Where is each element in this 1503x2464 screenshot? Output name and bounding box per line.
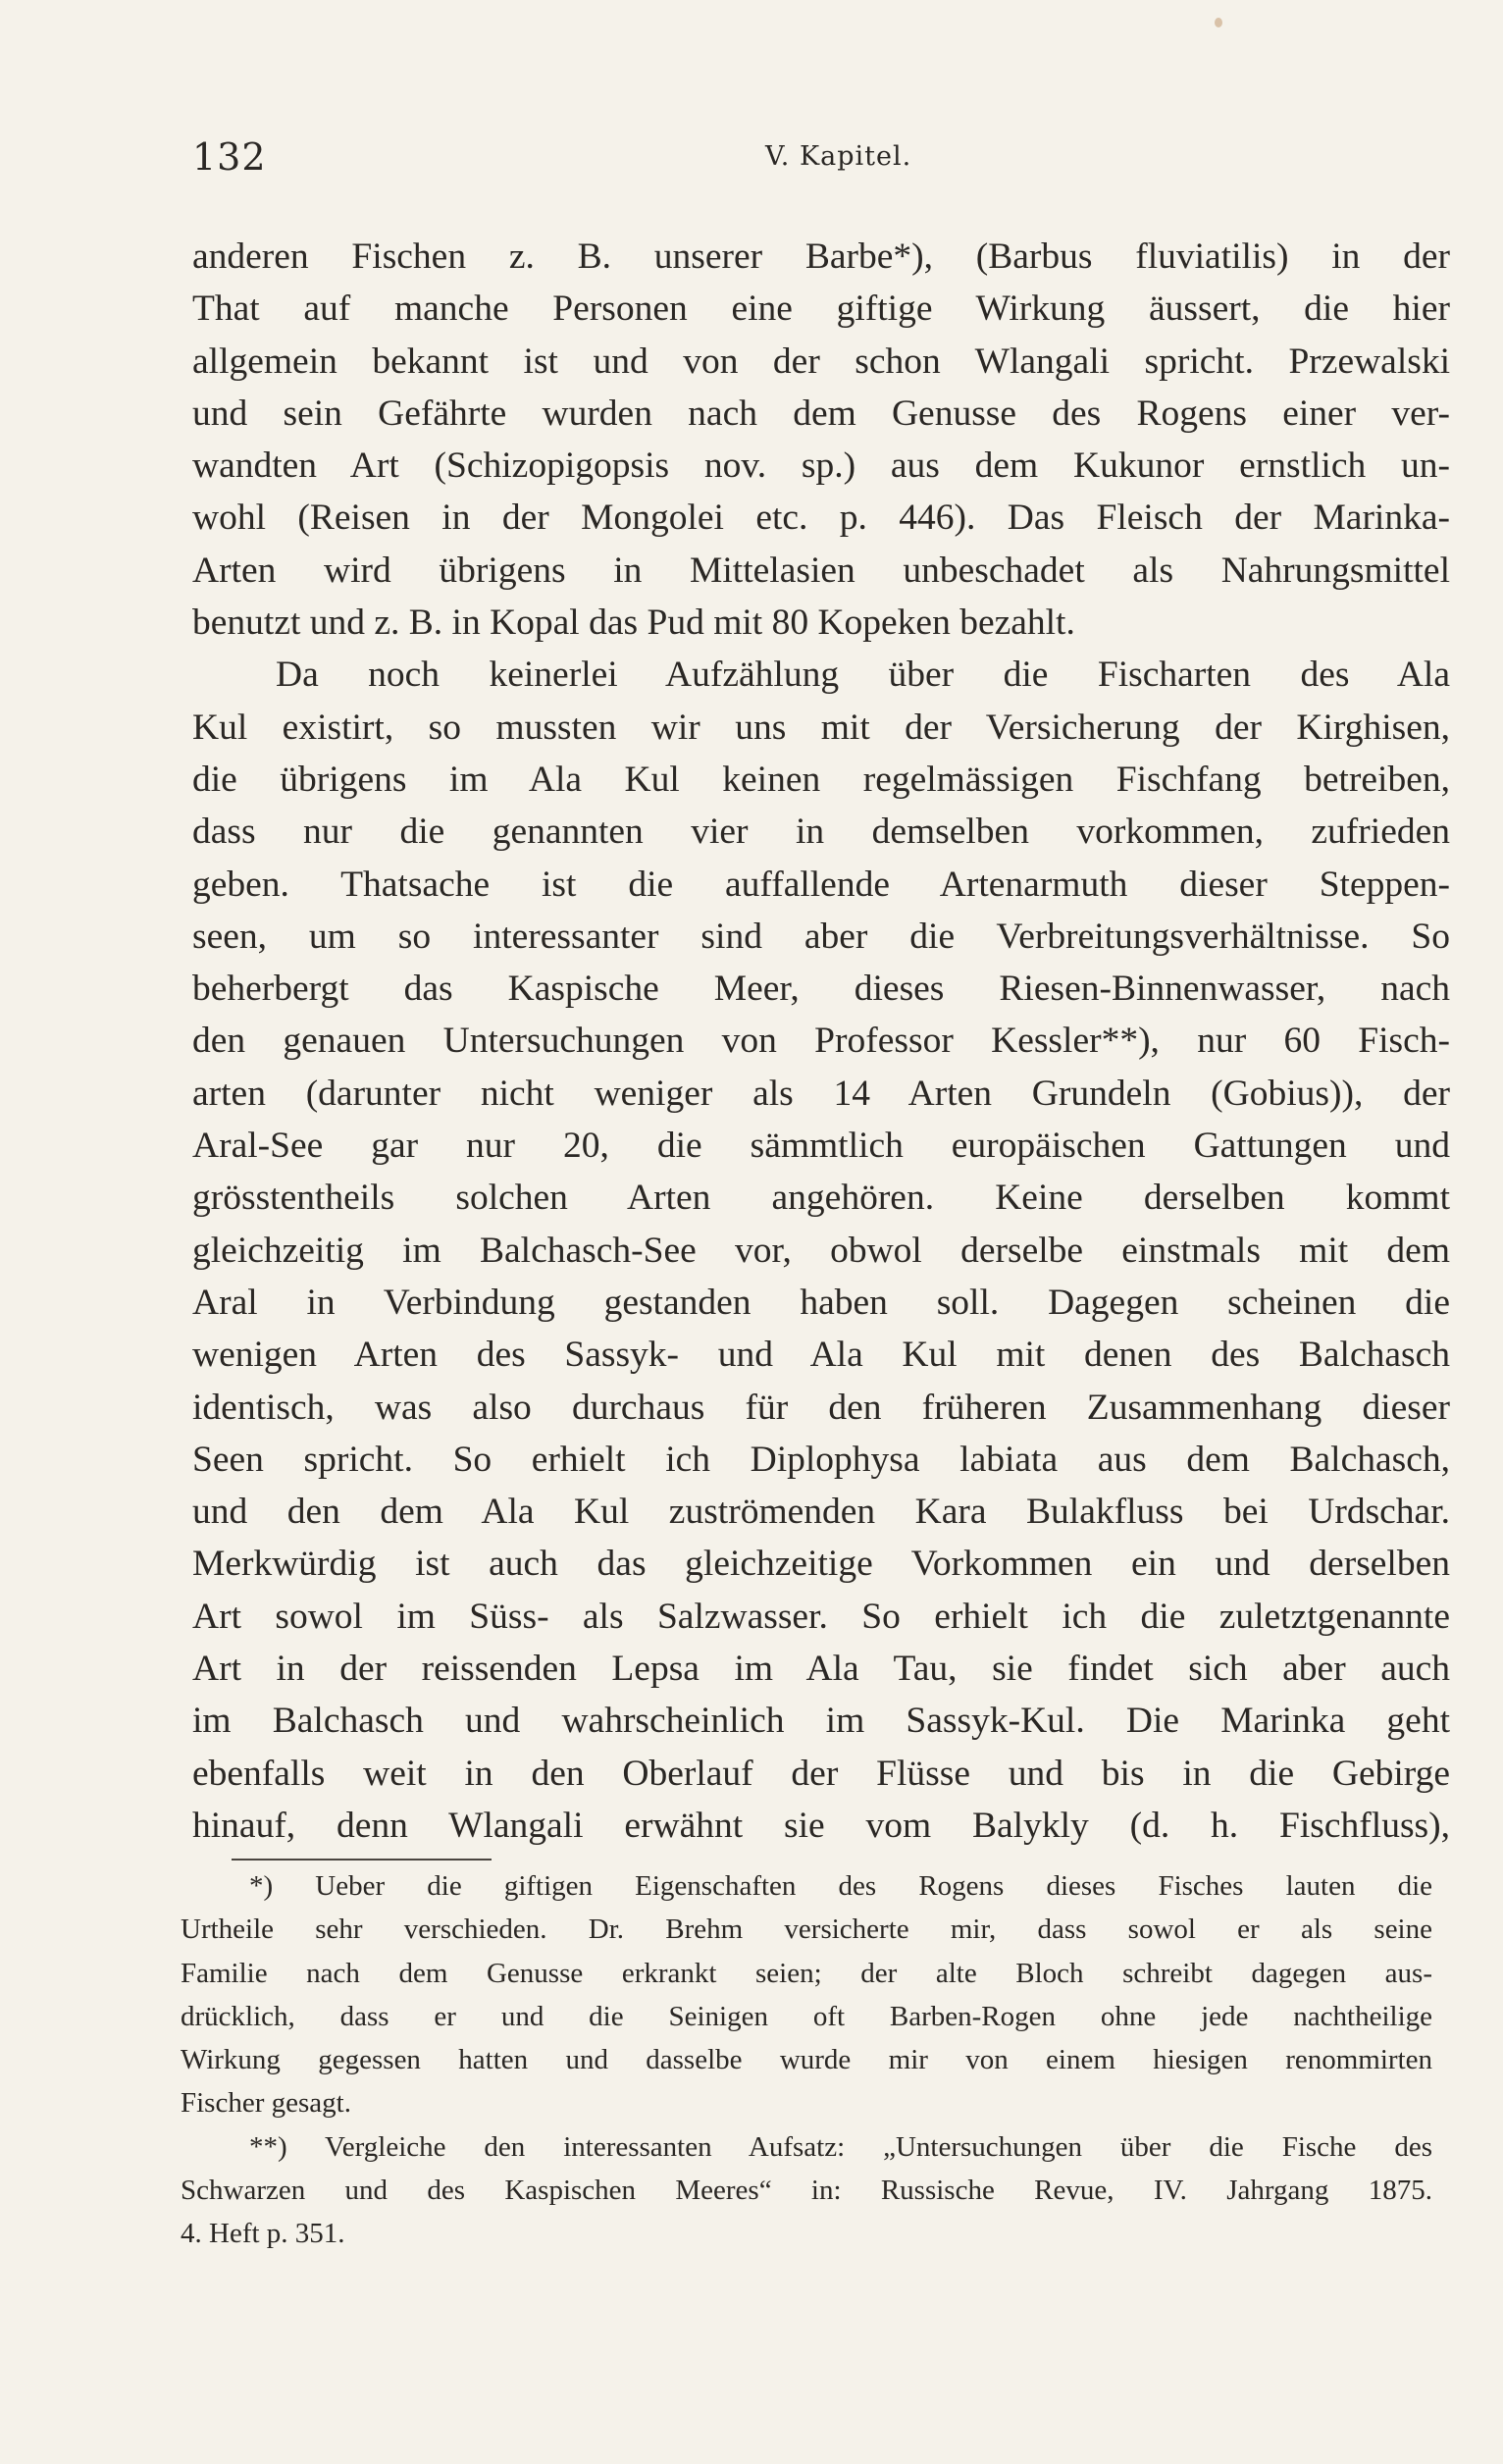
text-line: That auf manche Personen eine giftige Wirkung äussert, die hier xyxy=(192,288,1450,330)
text-line: dass nur die genannten vier in demselben vorkommen, zufrieden xyxy=(192,812,1450,853)
text-line: im Balchasch und wahrscheinlich im Sassyk-Kul. Die Marinka geht xyxy=(192,1701,1450,1742)
text-line: geben. Thatsache ist die auffallende Artenarmuth dieser Steppen- xyxy=(192,864,1450,905)
text-line: beherbergt das Kaspische Meer, dieses Riesen-Binnenwasser, nach xyxy=(192,969,1450,1010)
footnotes xyxy=(181,1864,1432,2256)
text-line: grösstentheils solchen Arten angehören. Keine derselben kommt xyxy=(192,1178,1450,1219)
text-line: identisch, was also durchaus für den früheren Zusammenhang dieser xyxy=(192,1387,1450,1428)
text-line: und sein Gefährte wurden nach dem Genusse des Rogens einer ver- xyxy=(192,393,1450,434)
text-line: wenigen Arten des Sassyk- und Ala Kul mit denen des Balchasch xyxy=(192,1335,1450,1376)
text-line: hinauf, denn Wlangali erwähnt sie vom Balykly (d. h. Fischfluss), xyxy=(192,1805,1450,1846)
text-line: benutzt und z. B. in Kopal das Pud mit 80 Kopeken bezahlt. xyxy=(192,603,1075,644)
text-line: Aral in Verbindung gestanden haben soll. Dagegen scheinen die xyxy=(192,1282,1450,1323)
text-line: den genauen Untersuchungen von Professor Kessler**), nur 60 Fisch- xyxy=(192,1021,1450,1062)
text-line: seen, um so interessanter sind aber die Verbreitungsverhältnisse. So xyxy=(192,916,1450,957)
footnote-line: Wirkung gegessen hatten und dasselbe wurde mir von einem hiesigen renommirten xyxy=(181,2044,1432,2076)
footnote-divider xyxy=(232,1859,492,1861)
main-text xyxy=(192,231,1450,1852)
footnote-line: Urtheile sehr verschieden. Dr. Brehm versicherte mir, dass sowol er als seine xyxy=(181,1914,1432,1946)
footnote-line: Fischer gesagt. xyxy=(181,2087,351,2120)
text-line: Arten wird übrigens in Mittelasien unbeschadet als Nahrungsmittel xyxy=(192,550,1450,591)
footnote-line: Schwarzen und des Kaspischen Meeres“ in: Russische Revue, IV. Jahrgang 1875. xyxy=(181,2175,1432,2207)
text-line: und den dem Ala Kul zuströmenden Kara Bulakfluss bei Urdschar. xyxy=(192,1492,1450,1533)
text-line: arten (darunter nicht weniger als 14 Arten Grundeln (Gobius)), der xyxy=(192,1073,1450,1114)
text-line: anderen Fischen z. B. unserer Barbe*), (Barbus fluviatilis) in der xyxy=(192,236,1450,277)
page-number: 132 xyxy=(192,135,267,179)
page-header xyxy=(192,135,1448,194)
footnote-line: drücklich, dass er und die Seinigen oft Barben-Rogen ohne jede nachtheilige xyxy=(181,2000,1432,2032)
footnote-line: **) Vergleiche den interessanten Aufsatz: „Untersuchungen über die Fische des xyxy=(249,2130,1432,2163)
paper-stain xyxy=(1215,18,1222,27)
text-line: die übrigens im Ala Kul keinen regelmässigen Fischfang betreiben, xyxy=(192,759,1450,800)
text-line: Aral-See gar nur 20, die sämmtlich europäischen Gattungen und xyxy=(192,1126,1450,1167)
text-line: Kul existirt, so mussten wir uns mit der Versicherung der Kirghisen, xyxy=(192,707,1450,748)
text-line: Da noch keinerlei Aufzählung über die Fischarten des Ala xyxy=(276,655,1450,696)
text-line: wandten Art (Schizopigopsis nov. sp.) aus dem Kukunor ernstlich un- xyxy=(192,446,1450,487)
text-line: Merkwürdig ist auch das gleichzeitige Vorkommen ein und derselben xyxy=(192,1544,1450,1585)
footnote-line: *) Ueber die giftigen Eigenschaften des Rogens dieses Fisches lauten die xyxy=(249,1870,1432,1902)
text-line: Seen spricht. So erhielt ich Diplophysa labiata aus dem Balchasch, xyxy=(192,1439,1450,1480)
footnote-line: 4. Heft p. 351. xyxy=(181,2218,345,2250)
text-line: wohl (Reisen in der Mongolei etc. p. 446). Das Fleisch der Marinka- xyxy=(192,498,1450,539)
footnote-line: Familie nach dem Genusse erkrankt seien; der alte Bloch schreibt dagegen aus- xyxy=(181,1957,1432,1989)
text-line: allgemein bekannt ist und von der schon Wlangali spricht. Przewalski xyxy=(192,341,1450,382)
text-line: gleichzeitig im Balchasch-See vor, obwol derselbe einstmals mit dem xyxy=(192,1230,1450,1271)
text-line: Art sowol im Süss- als Salzwasser. So erhielt ich die zuletztgenannte xyxy=(192,1596,1450,1637)
text-line: ebenfalls weit in den Oberlauf der Flüsse und bis in die Gebirge xyxy=(192,1753,1450,1794)
text-line: Art in der reissenden Lepsa im Ala Tau, sie findet sich aber auch xyxy=(192,1649,1450,1690)
running-head: V. Kapitel. xyxy=(765,141,912,172)
